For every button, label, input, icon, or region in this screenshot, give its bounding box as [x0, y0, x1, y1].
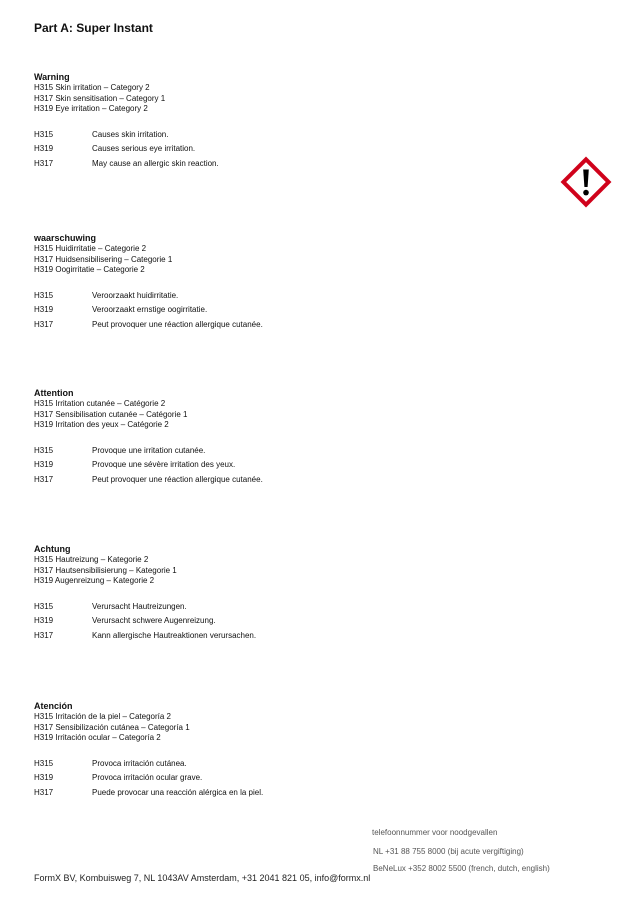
classification-line: H317 Sensibilización cutánea – Categoría 1: [34, 722, 190, 732]
hazard-text: Peut provoquer une réaction allergique cutanée.: [92, 319, 263, 329]
signal-word: Atención: [34, 701, 73, 711]
ghs07-exclamation-mark-icon: [560, 156, 612, 208]
hazard-statement-row: [34, 629, 554, 644]
hazard-statement-row: [34, 614, 554, 629]
hazard-statement-row: [34, 303, 554, 318]
hazard-text: Veroorzaakt ernstige oogirritatie.: [92, 305, 208, 314]
classification-line: H315 Hautreizung – Kategorie 2: [34, 555, 149, 564]
hazard-code: H315: [34, 758, 54, 768]
hazard-code: H319: [34, 144, 54, 153]
hazard-text: Provoque une sévère irritation des yeux.: [92, 460, 236, 469]
hazard-text: Provoca irritación cutánea.: [92, 758, 187, 768]
hazard-text: Verursacht Hautreizungen.: [92, 601, 187, 611]
hazard-text: Provoca irritación ocular grave.: [92, 773, 203, 782]
classification-line: H315 Irritación de la piel – Categoría 2: [34, 712, 171, 721]
signal-word: Attention: [34, 388, 74, 398]
hazard-statement-row: [34, 600, 554, 615]
hazard-code: H319: [34, 616, 54, 625]
hazard-text: Verursacht schwere Augenreizung.: [92, 616, 216, 625]
hazard-text: Causes serious eye irritation.: [92, 144, 196, 153]
emergency-title: telefoonnummer voor noodgevallen: [372, 828, 498, 837]
hazard-text: Puede provocar una reacción alérgica en la piel.: [92, 787, 264, 797]
hazard-code: H315: [34, 601, 54, 611]
hazard-section-en: [34, 71, 554, 171]
classification-line: H315 Irritation cutanée – Catégorie 2: [34, 399, 166, 408]
hazard-code: H319: [34, 305, 54, 314]
hazard-text: Provoque une irritation cutanée.: [92, 445, 206, 455]
classification-line: H315 Huidirritatie – Categorie 2: [34, 244, 147, 253]
hazard-code: H319: [34, 460, 54, 469]
hazard-text: Veroorzaakt huidirritatie.: [92, 290, 179, 300]
hazard-code: H315: [34, 129, 54, 139]
hazard-statement-row: [34, 142, 554, 157]
hazard-code: H317: [34, 158, 54, 168]
hazard-section-es: [34, 700, 554, 800]
classification-line: H319 Irritation des yeux – Catégorie 2: [34, 420, 169, 429]
classification-line: H317 Skin sensitisation – Category 1: [34, 93, 166, 103]
classification-line: H317 Hautsensibilisierung – Kategorie 1: [34, 565, 177, 575]
classification-line: H319 Augenreizung – Kategorie 2: [34, 576, 155, 585]
hazard-section-nl: [34, 232, 554, 332]
hazard-statement-row: [34, 473, 554, 488]
hazard-text: Kann allergische Hautreaktionen verursachen.: [92, 630, 257, 640]
hazard-statement-row: [34, 444, 554, 459]
classification-line: H319 Irritación ocular – Categoría 2: [34, 733, 161, 742]
hazard-statement-row: [34, 458, 554, 473]
hazard-code: H317: [34, 319, 54, 329]
signal-word: Warning: [34, 72, 70, 82]
emergency-phone-benelux: BeNeLux +352 8002 5500 (french, dutch, english): [373, 864, 550, 873]
hazard-code: H317: [34, 630, 54, 640]
signal-word: Achtung: [34, 544, 71, 554]
hazard-statement-row: [34, 771, 554, 786]
classification-line: H319 Oogirritatie – Categorie 2: [34, 265, 145, 274]
hazard-statement-row: [34, 157, 554, 172]
hazard-code: H319: [34, 773, 54, 782]
hazard-statement-row: [34, 786, 554, 801]
classification-line: H317 Huidsensibilisering – Categorie 1: [34, 254, 173, 264]
hazard-section-de: [34, 543, 554, 643]
hazard-statement-row: [34, 318, 554, 333]
hazard-statement-row: [34, 757, 554, 772]
hazard-text: Causes skin irritation.: [92, 129, 169, 139]
classification-line: H319 Eye irritation – Category 2: [34, 104, 148, 113]
page-title: Part A: Super Instant: [34, 21, 153, 35]
hazard-code: H315: [34, 290, 54, 300]
company-footer: FormX BV, Kombuisweg 7, NL 1043AV Amsterdam, +31 2041 821 05, info@formx.nl: [34, 873, 371, 883]
hazard-code: H315: [34, 445, 54, 455]
hazard-text: May cause an allergic skin reaction.: [92, 158, 219, 168]
hazard-statement-row: [34, 289, 554, 304]
emergency-phone-nl: NL +31 88 755 8000 (bij acute vergiftiging): [373, 847, 524, 856]
signal-word: waarschuwing: [34, 233, 97, 243]
classification-line: H317 Sensibilisation cutanée – Catégorie 1: [34, 409, 188, 419]
classification-line: H315 Skin irritation – Category 2: [34, 83, 150, 92]
hazard-text: Peut provoquer une réaction allergique cutanée.: [92, 474, 263, 484]
hazard-statement-row: [34, 128, 554, 143]
emergency-contact: [372, 827, 550, 880]
hazard-code: H317: [34, 474, 54, 484]
hazard-code: H317: [34, 787, 54, 797]
hazard-section-fr: [34, 387, 554, 487]
